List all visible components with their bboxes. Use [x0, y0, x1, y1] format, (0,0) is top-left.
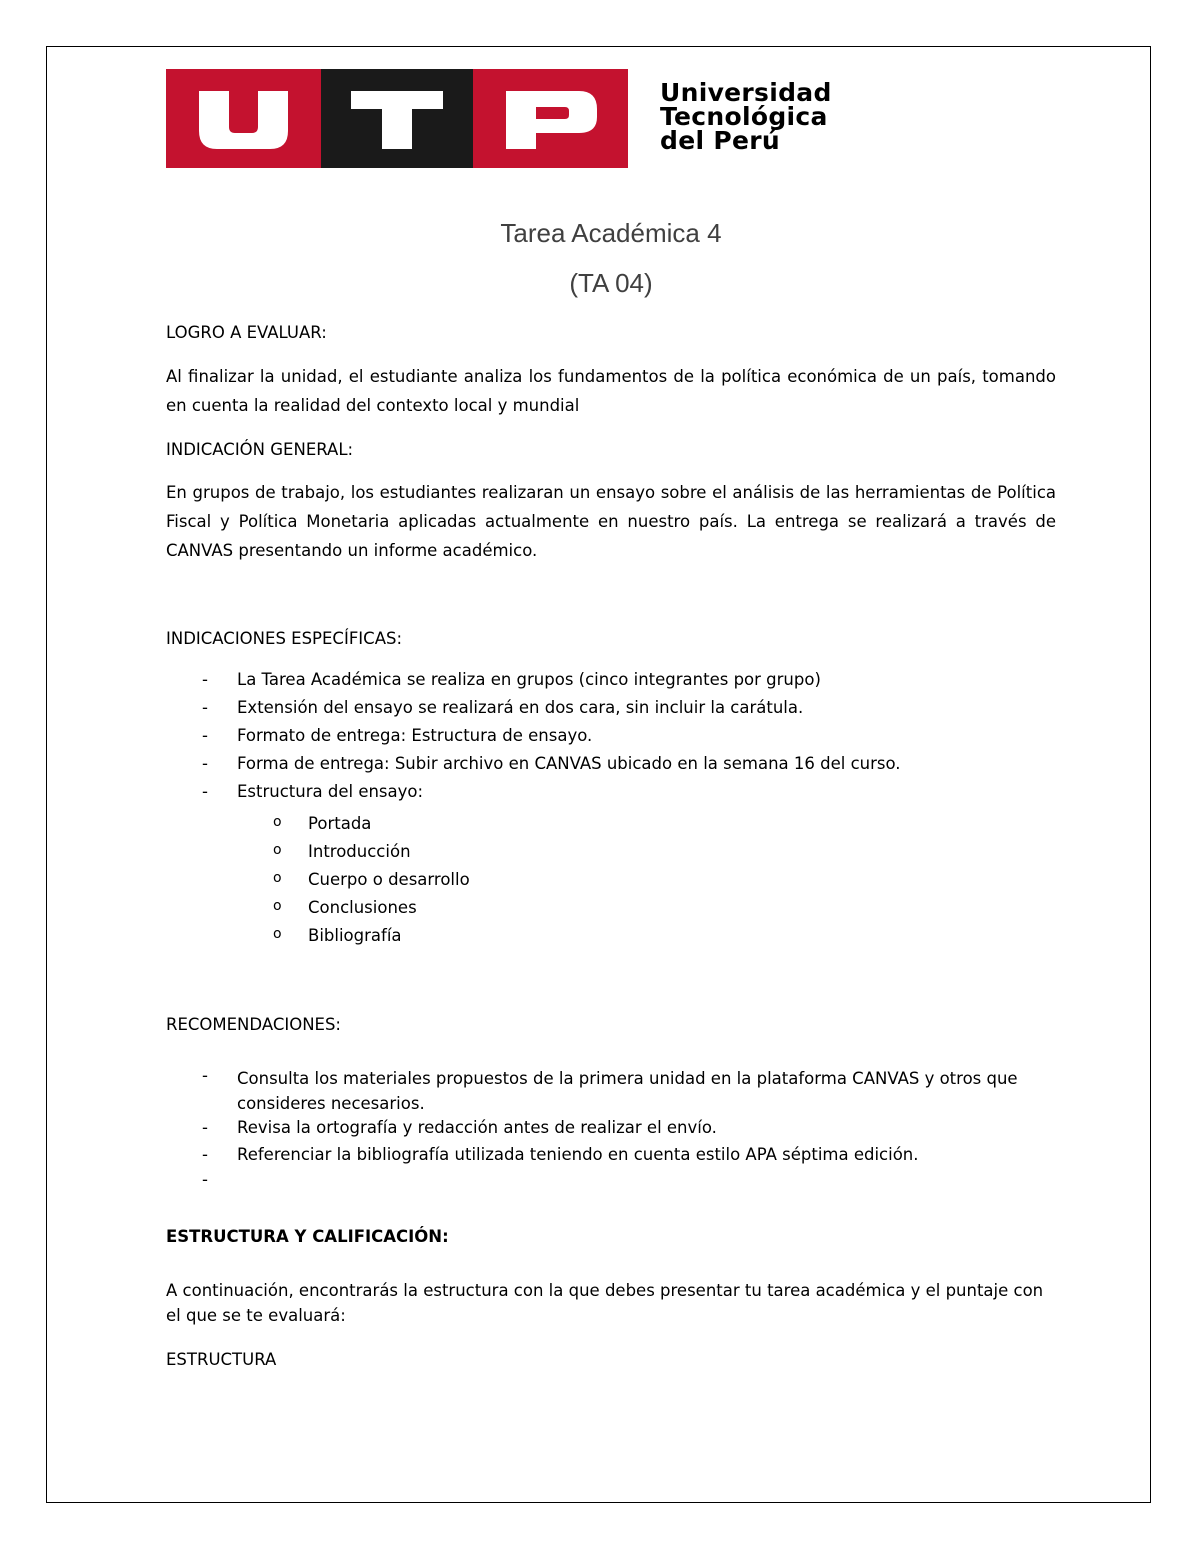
logro-heading: LOGRO A EVALUAR: [166, 323, 327, 342]
recomendacion-text: Referenciar la bibliografía utilizada teniendo en cuenta estilo APA séptima edición. [237, 1145, 919, 1164]
list-item-text: Estructura del ensayo: [237, 782, 424, 801]
recomendacion-text: Consulta los materiales propuestos de la primera unidad en la plataforma CANVAS y otros que consideres necesarios. [237, 1069, 1018, 1113]
university-name-line-3: del Perú [660, 126, 780, 155]
estructura-calificacion-heading: ESTRUCTURA Y CALIFICACIÓN: [166, 1227, 449, 1246]
document-subtitle: (TA 04) [569, 268, 653, 298]
sub-list-item-text: Introducción [308, 842, 411, 861]
sub-list-bullet: o [273, 814, 282, 830]
estructura-calificacion-text: A continuación, encontrarás la estructura con la que debes presentar tu tarea académica y el puntaje con el que se te evaluará: [166, 1281, 1044, 1325]
sub-list-bullet: o [273, 870, 282, 886]
sub-list-item-text: Conclusiones [308, 898, 417, 917]
indicacion-general-heading: INDICACIÓN GENERAL: [166, 440, 354, 459]
list-bullet: - [202, 1066, 208, 1085]
university-name-line-2: Tecnológica [660, 102, 828, 131]
list-bullet: - [202, 754, 208, 773]
list-bullet: - [202, 1145, 208, 1164]
indicacion-general-text: En grupos de trabajo, los estudiantes realizaran un ensayo sobre el análisis de las herramientas de Política Fiscal y Política Monetaria aplicadas actualmente en nuestro país. La entrega se realizará a través de CANVAS presentando un informe académico. [166, 483, 1056, 560]
sub-list-bullet: o [273, 898, 282, 914]
logo-u-block [166, 69, 321, 168]
sub-list-item-text: Bibliografía [308, 926, 402, 945]
list-item-text: Formato de entrega: Estructura de ensayo. [237, 726, 593, 745]
sub-list-item-text: Portada [308, 814, 372, 833]
list-bullet: - [202, 698, 208, 717]
list-bullet: - [202, 670, 208, 689]
list-item-text: La Tarea Académica se realiza en grupos (cinco integrantes por grupo) [237, 670, 821, 689]
sub-list-bullet: o [273, 842, 282, 858]
list-item-text: Forma de entrega: Subir archivo en CANVAS ubicado en la semana 16 del curso. [237, 754, 901, 773]
university-name [660, 78, 832, 155]
list-bullet: - [202, 1118, 208, 1137]
university-name-line-1: Universidad [660, 78, 832, 107]
recomendacion-text: Revisa la ortografía y redacción antes de realizar el envío. [237, 1118, 717, 1137]
list-bullet: - [202, 726, 208, 745]
logo-p-block [473, 69, 628, 168]
recomendaciones-heading: RECOMENDACIONES: [166, 1015, 341, 1034]
logo-t-block [321, 69, 473, 168]
list-bullet: - [202, 782, 208, 801]
estructura-heading: ESTRUCTURA [166, 1350, 277, 1369]
utp-logo [166, 69, 886, 168]
list-item-text: Extensión del ensayo se realizará en dos cara, sin incluir la carátula. [237, 698, 804, 717]
document-title: Tarea Académica 4 [500, 218, 722, 248]
logro-text: Al finalizar la unidad, el estudiante analiza los fundamentos de la política económica de un país, tomando en cuenta la realidad del contexto local y mundial [166, 367, 1056, 415]
sub-list-item-text: Cuerpo o desarrollo [308, 870, 470, 889]
list-bullet: - [202, 1170, 208, 1189]
sub-list-bullet: o [273, 926, 282, 942]
indicaciones-especificas-heading: INDICACIONES ESPECÍFICAS: [166, 629, 403, 648]
